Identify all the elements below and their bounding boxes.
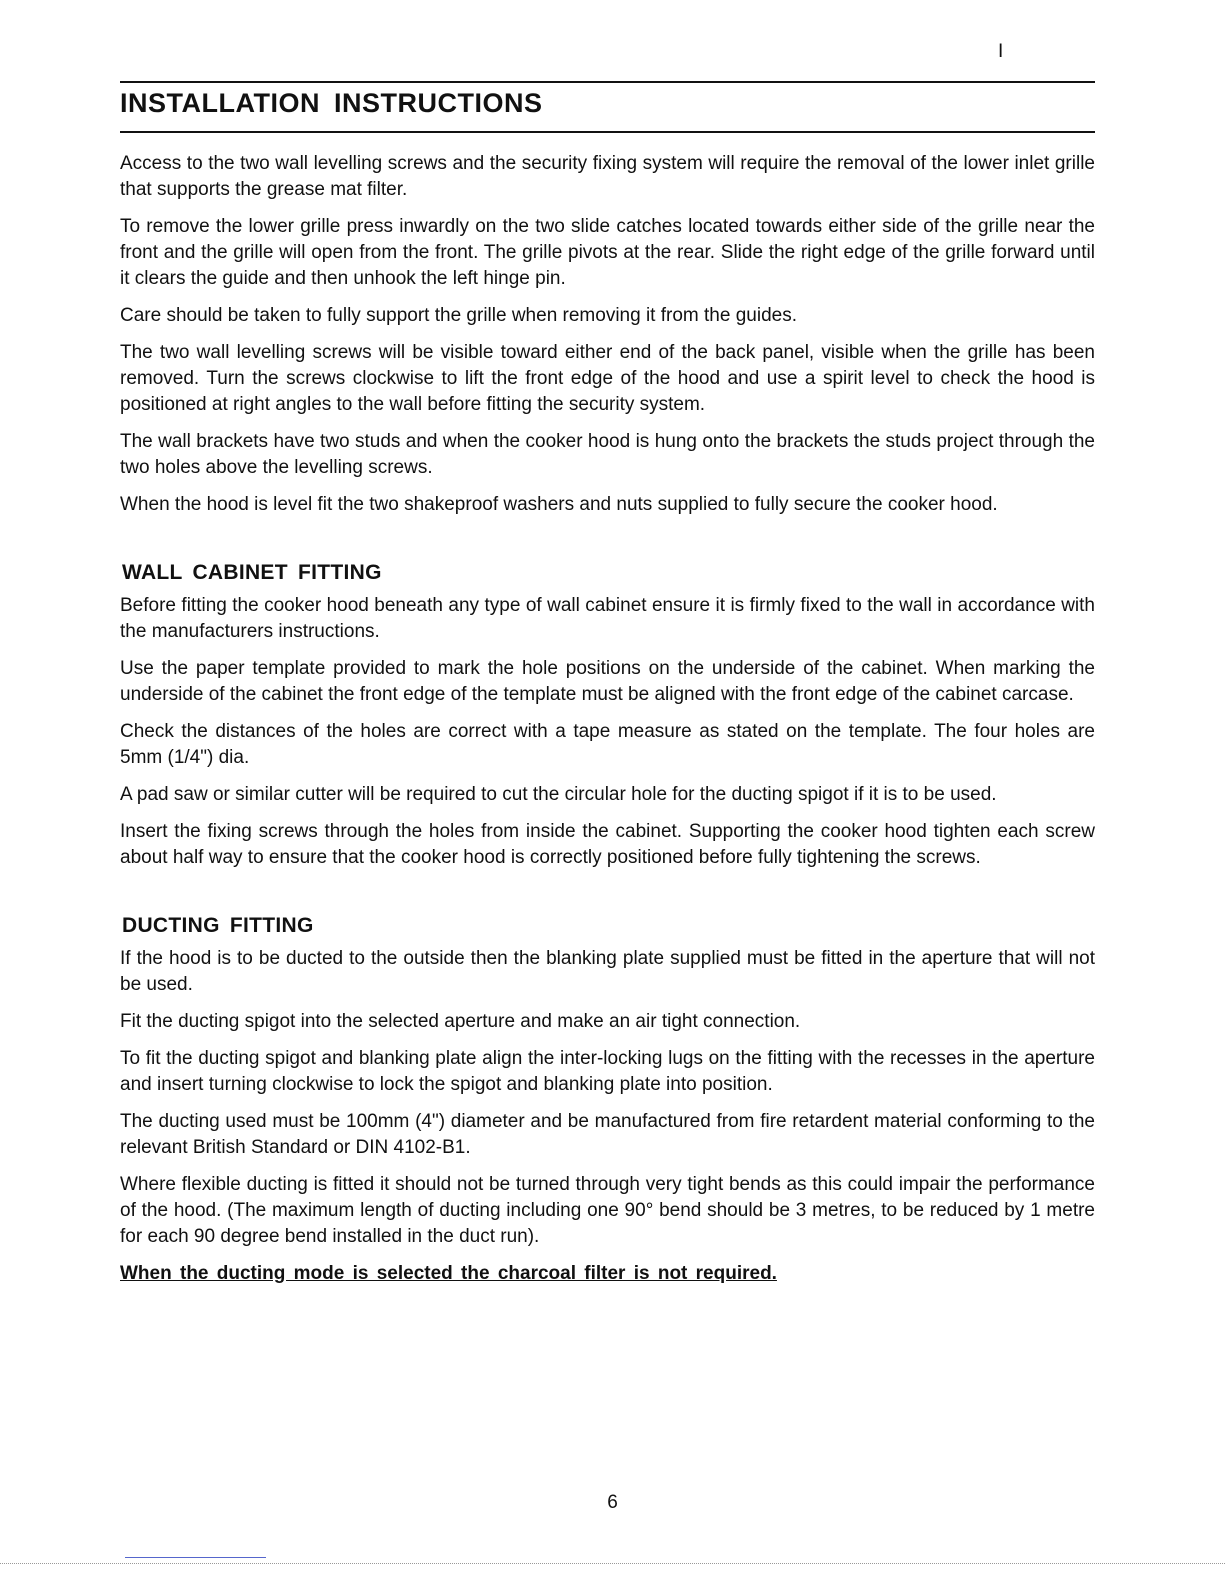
ducting-heading: DUCTING FITTING [122,914,314,937]
wall-cabinet-heading: WALL CABINET FITTING [122,561,382,584]
page-number: 6 [607,1492,618,1513]
wall-cabinet-section [120,561,1095,871]
installation-paragraph-6: When the hood is level fit the two shakeproof washers and nuts supplied to fully secure the cooker hood. [120,494,998,515]
title-rule-top [120,81,1095,83]
ducting-section [120,914,1095,1287]
document-body [120,151,1095,1298]
wall-cabinet-paragraph-3: Check the distances of the holes are correct with a tape measure as stated on the template. The four holes are 5mm (1/4") dia. [120,721,1095,768]
ducting-paragraph-2: Fit the ducting spigot into the selected aperture and make an air tight connection. [120,1011,801,1032]
wall-cabinet-paragraph-5: Insert the fixing screws through the holes from inside the cabinet. Supporting the cooker hood tighten each screw about half way to ensure that the cooker hood is correctly positioned before fully tightening the screws. [120,821,1095,868]
ducting-paragraph-4: The ducting used must be 100mm (4") diameter and be manufactured from fire retardent material conforming to the relevant British Standard or DIN 4102-B1. [120,1111,1095,1158]
wall-cabinet-paragraph-1: Before fitting the cooker hood beneath any type of wall cabinet ensure it is firmly fixed to the wall in accordance with the manufacturers instructions. [120,595,1095,642]
ducting-note: When the ducting mode is selected the charcoal filter is not required. [120,1263,777,1284]
corner-mark: I [998,41,1004,62]
installation-paragraph-5: The wall brackets have two studs and when the cooker hood is hung onto the brackets the studs project through the two holes above the levelling screws. [120,431,1095,478]
installation-section [120,151,1095,518]
ducting-paragraph-3: To fit the ducting spigot and blanking plate align the inter-locking lugs on the fitting with the recesses in the aperture and insert turning clockwise to lock the spigot and blanking plate into position. [120,1048,1095,1095]
footer-line [125,1557,266,1558]
page-title: INSTALLATION INSTRUCTIONS [120,88,543,118]
installation-paragraph-1: Access to the two wall levelling screws and the security fixing system will require the removal of the lower inlet grille that supports the grease mat filter. [120,153,1095,200]
wall-cabinet-paragraph-4: A pad saw or similar cutter will be required to cut the circular hole for the ducting spigot if it is to be used. [120,784,997,805]
installation-paragraph-4: The two wall levelling screws will be visible toward either end of the back panel, visible when the grille has been removed. Turn the screws clockwise to lift the front edge of the hood and use a spirit level to check the hood is positioned at right angles to the wall before fitting the security system. [120,342,1095,415]
ducting-paragraph-5: Where flexible ducting is fitted it should not be turned through very tight bends as this could impair the performance of the hood. (The maximum length of ducting including one 90° bend should be 3 metres, to be reduced by 1 metre for each 90 degree bend installed in the duct run). [120,1174,1095,1247]
wall-cabinet-paragraph-2: Use the paper template provided to mark the hole positions on the underside of the cabinet. When marking the underside of the cabinet the front edge of the template must be aligned with the front edge of the cabinet carcase. [120,658,1095,705]
page-edge-line [0,1563,1225,1564]
installation-paragraph-3: Care should be taken to fully support the grille when removing it from the guides. [120,305,797,326]
ducting-paragraph-1: If the hood is to be ducted to the outside then the blanking plate supplied must be fitted in the aperture that will not be used. [120,948,1095,995]
installation-paragraph-2: To remove the lower grille press inwardly on the two slide catches located towards either side of the grille near the front and the grille will open from the front. The grille pivots at the rear. Slide the right edge of the grille forward until it clears the guide and then unhook the left hinge pin. [120,216,1095,289]
title-rule-bottom [120,131,1095,133]
